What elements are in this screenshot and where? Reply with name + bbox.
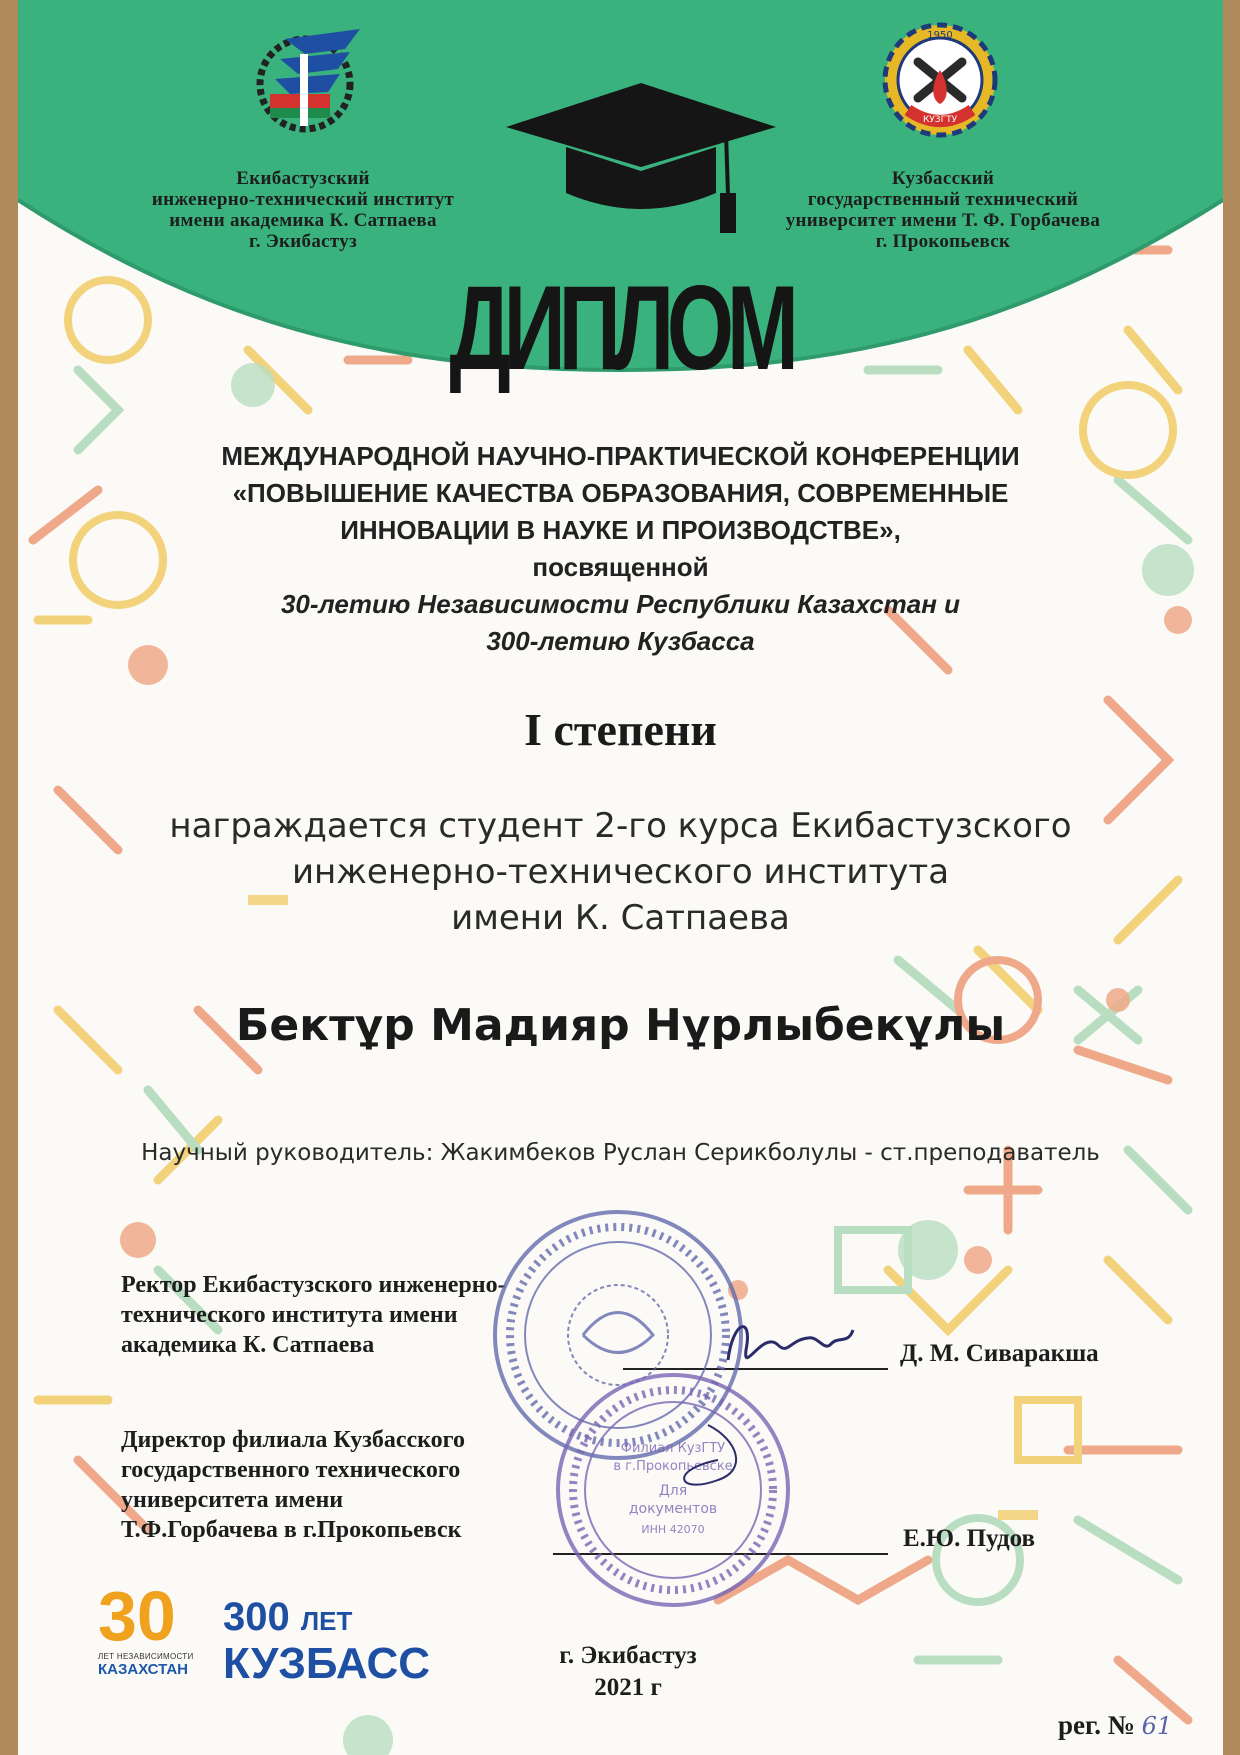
conference-line: посвященной (532, 552, 709, 582)
left-institute-line: Екибастузский (236, 168, 370, 189)
filial-stamp-text: в г.Прокопьевске (613, 1459, 733, 1474)
left-institute-line: имени академика К. Сатпаева (169, 210, 437, 231)
diploma-title: ДИПЛОМ (449, 261, 792, 395)
award-line: имени К. Сатпаева (451, 898, 790, 938)
award-line: награждается студент 2-го курса Екибастузского (169, 806, 1072, 846)
conference-line: 300-летию Кузбасса (486, 626, 755, 656)
supervisor-line: Научный руководитель: Жакимбеков Руслан Серикболулы - ст.преподаватель (141, 1140, 1100, 1166)
kz-30-years-logo (98, 1577, 208, 1678)
filial-stamp-text: Для (658, 1483, 688, 1499)
kz30-number: 30 (98, 1577, 176, 1655)
footer-year: 2021 г (594, 1674, 662, 1701)
kz30-country: КАЗАХСТАН (98, 1661, 188, 1678)
director-name: Е.Ю. Пудов (903, 1525, 1035, 1552)
kuzbass-word: КУЗБАСС (223, 1639, 431, 1688)
conference-line: «ПОВЫШЕНИЕ КАЧЕСТВА ОБРАЗОВАНИЯ, СОВРЕМЕННЫЕ (232, 478, 1009, 508)
rector-signature (728, 1327, 853, 1360)
filial-stamp-text: Филиал КузГТУ (620, 1441, 726, 1456)
rector-name: Д. М. Сиваракша (900, 1340, 1099, 1367)
student-name: Бектұр Мадияр Нұрлыбекұлы (235, 1000, 1006, 1051)
stamps-layer (18, 0, 1223, 1755)
director-title-line: университета имени (121, 1487, 344, 1513)
diploma-sheet (18, 0, 1223, 1755)
left-institute-line: г. Экибастуз (248, 231, 358, 252)
right-university-line: г. Прокопьевск (875, 231, 1011, 252)
right-university-line: Кузбасский (891, 168, 995, 189)
footer-place-date (528, 1640, 728, 1704)
rector-title-line: академика К. Сатпаева (121, 1332, 375, 1358)
left-institute-line: инженерно-технический институт (151, 189, 455, 210)
conference-line: МЕЖДУНАРОДНОЙ НАУЧНО-ПРАКТИЧЕСКОЙ КОНФЕРЕНЦИИ (221, 441, 1020, 471)
kuzbass-300-logo (223, 1596, 473, 1686)
filial-stamp-text: ИНН 42070 (641, 1523, 705, 1536)
director-title-line: Директор филиала Кузбасского (121, 1427, 465, 1453)
kuzgtu-emblem-year: 1950 (927, 30, 953, 41)
registration-number (1058, 1710, 1172, 1741)
director-title-line: Т.Ф.Горбачева в г.Прокопьевск (121, 1517, 462, 1543)
right-university-line: государственный технический (807, 189, 1079, 210)
conference-line: 30-летию Независимости Республики Казахстан и (280, 589, 961, 619)
kz30-text: ЛЕТ НЕЗАВИСИМОСТИ (98, 1652, 194, 1661)
kuzgtu-emblem-abbr: КУЗГТУ (922, 115, 958, 125)
director-title-line: государственного технического (121, 1457, 461, 1483)
footer-city: г. Экибастуз (559, 1642, 697, 1669)
kuzbass-years-word: ЛЕТ (300, 1606, 353, 1636)
reg-label: рег. № (1058, 1710, 1135, 1740)
rector-title-line: Ректор Екибастузского инженерно- (121, 1272, 506, 1298)
conference-line: ИННОВАЦИИ В НАУКЕ И ПРОИЗВОДСТВЕ», (340, 515, 901, 545)
kuzbass-number: 300 (223, 1595, 290, 1639)
right-university-line: университет имени Т. Ф. Горбачева (785, 210, 1101, 231)
award-line: инженерно-технического института (291, 852, 950, 892)
rector-title-line: технического института имени (121, 1302, 458, 1328)
filial-stamp-text: документов (628, 1501, 718, 1517)
reg-number-value: 61 (1141, 1712, 1173, 1740)
award-degree: I степени (524, 704, 717, 755)
